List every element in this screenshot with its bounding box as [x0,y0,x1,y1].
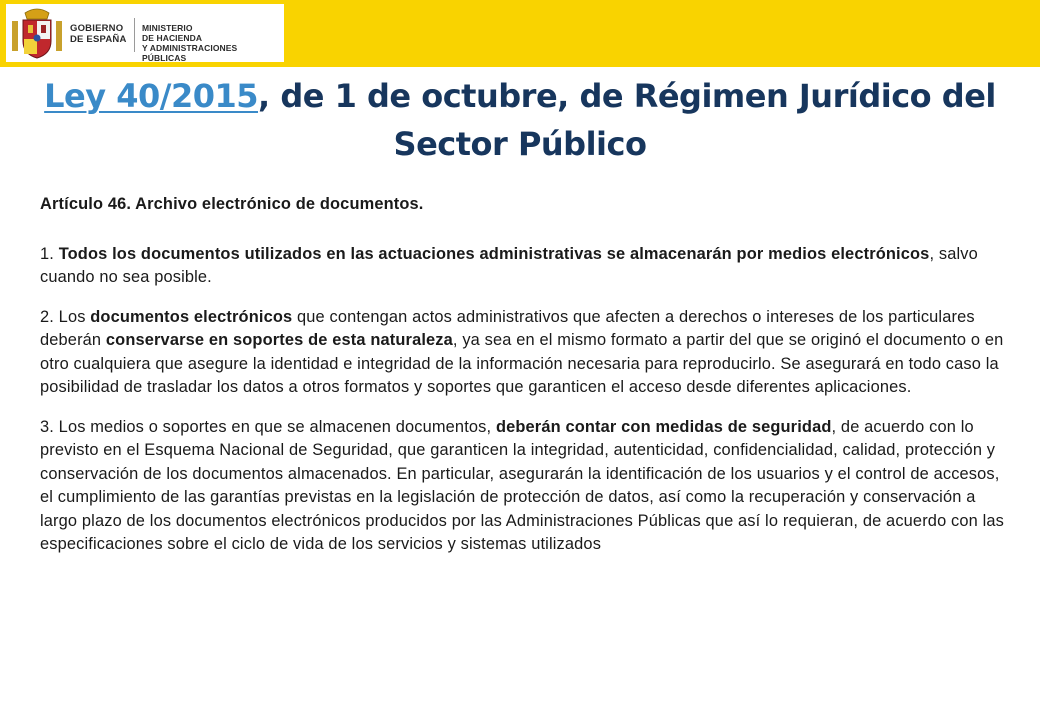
government-logo [6,4,284,62]
title-rest: , de 1 de octubre, de Régimen Jurídico del Sector Público [258,77,996,163]
coat-of-arms-icon [10,7,64,61]
paragraph-3: 3. Los medios o soportes en que se almacenen documentos, deberán contar con medidas de seguridad, de acuerdo con lo previsto en el Esquema Nacional de Seguridad, que garanticen la integridad, autenticidad, confidencialidad, calidad, protección y conservación de los documentos almacenados. En particular, asegurarán la identificación de los usuarios y el control de accesos, el cumplimiento de las garantías previstas en la legislación de protección de datos, así como la recuperación y conservación a largo plazo de los documentos electrónicos producidos por las Administraciones Públicas que así lo requieran, de acuerdo con las especificaciones sobre el ciclo de vida de los servicios y sistemas utilizados [40,417,1005,553]
article-body [40,193,1006,557]
page-title [20,72,1020,168]
paragraph-1: 1. Todos los documentos utilizados en las actuaciones administrativas se almacenarán por medios electrónicos, salvo cuando no sea posible. [40,244,978,286]
ministry-label: MINISTERIO DE HACIENDA Y ADMINISTRACIONES PÚBLICAS [142,23,238,63]
paragraph-2: 2. Los documentos electrónicos que contengan actos administrativos que afecten a derechos o intereses de los particulares deberán conservarse en soportes de esta naturaleza, ya sea en el mismo formato a partir del que se originó el documento o en otro cualquiera que asegure la identidad e integridad de la información necesaria para reproducirlo. Se asegurará en todo caso la posibilidad de trasladar los datos a otros formatos y soportes que garanticen el acceso desde diferentes aplicaciones. [40,307,1004,396]
logo-divider [134,18,135,52]
government-label: GOBIERNO DE ESPAÑA [70,23,127,45]
header-bar [0,0,1040,67]
article-heading: Artículo 46. Archivo electrónico de documentos. [40,195,424,213]
law-link[interactable]: Ley 40/2015 [44,77,259,115]
